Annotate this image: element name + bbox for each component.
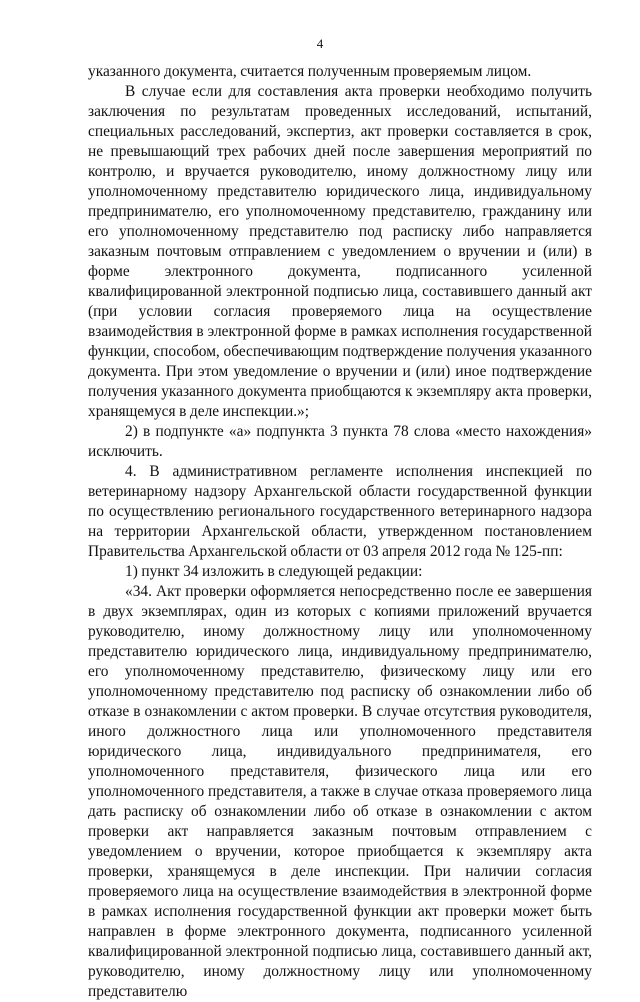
paragraph-point-4: 4. В административном регламенте исполнения инспекцией по ветеринарному надзору Архангельской области государственной функции по осуществлению регионального государственного ветеринарного надзора на территории Архангельской области, утвержденном постановлением Правительства Архангельской области от 03 апреля 2012 года № 125-пп: (88, 463, 592, 560)
paragraph-act-deadline: В случае если для составления акта проверки необходимо получить заключения по результатам проведенных исследований, испытаний, специальных расследований, экспертиз, акт проверки составляется в срок, не превышающий трех рабочих дней после завершения мероприятий по контролю, и вручается руководителю, иному должностному лицу или уполномоченному представителю юридического лица, индивидуальному предпринимателю, его уполномоченному представителю, гражданину или его уполномоченному представителю под расписку либо направляется заказным почтовым отправлением с уведомлением о вручении и (или) в форме электронного документа, подписанного усиленной квалифицированной электронной подписью лица, составившего данный акт (при условии согласия проверяемого лица на осуществление взаимодействия в электронной форме в рамках исполнения государственной функции, способом, обеспечивающим подтверждение получения указанного документа. При этом уведомление о вручении и (или) иное подтверждение получения указанного документа приобщаются к экземпляру акта проверки, хранящемуся в деле инспекции.»; (88, 83, 592, 420)
paragraph-subpoint-1: 1) пункт 34 изложить в следующей редакции: (125, 563, 423, 580)
page-number: 4 (316, 36, 324, 51)
paragraph-continuation: указанного документа, считается полученным проверяемым лицом. (88, 63, 532, 80)
paragraph-subpoint-2: 2) в подпункте «а» подпункта 3 пункта 78 слова «место нахождения» исключить. (88, 423, 592, 460)
document-body (88, 62, 592, 1002)
paragraph-point-34: «34. Акт проверки оформляется непосредственно после ее завершения в двух экземплярах, один из которых с копиями приложений вручается руководителю, иному должностному лицу или уполномоченному представителю юридического лица, индивидуальному предпринимателю, его уполномоченному представителю, физическому лицу или его уполномоченному представителю под расписку об ознакомлении либо об отказе в ознакомлении с актом проверки. В случае отсутствия руководителя, иного должностного лица или уполномоченного представителя юридического лица, индивидуального предпринимателя, его уполномоченного представителя, физического лица или его уполномоченного представителя, а также в случае отказа проверяемого лица дать расписку об ознакомлении либо об отказе в ознакомлении с актом проверки акт направляется заказным почтовым отправлением с уведомлением о вручении, которое приобщается к экземпляру акта проверки, хранящемуся в деле инспекции. При наличии согласия проверяемого лица на осуществление взаимодействия в электронной форме в рамках исполнения государственной функции акт проверки может быть направлен в форме электронного документа, подписанного усиленной квалифицированной электронной подписью лица, составившего данный акт, руководителю, иному должностному лицу или уполномоченному представителю (88, 583, 592, 1000)
